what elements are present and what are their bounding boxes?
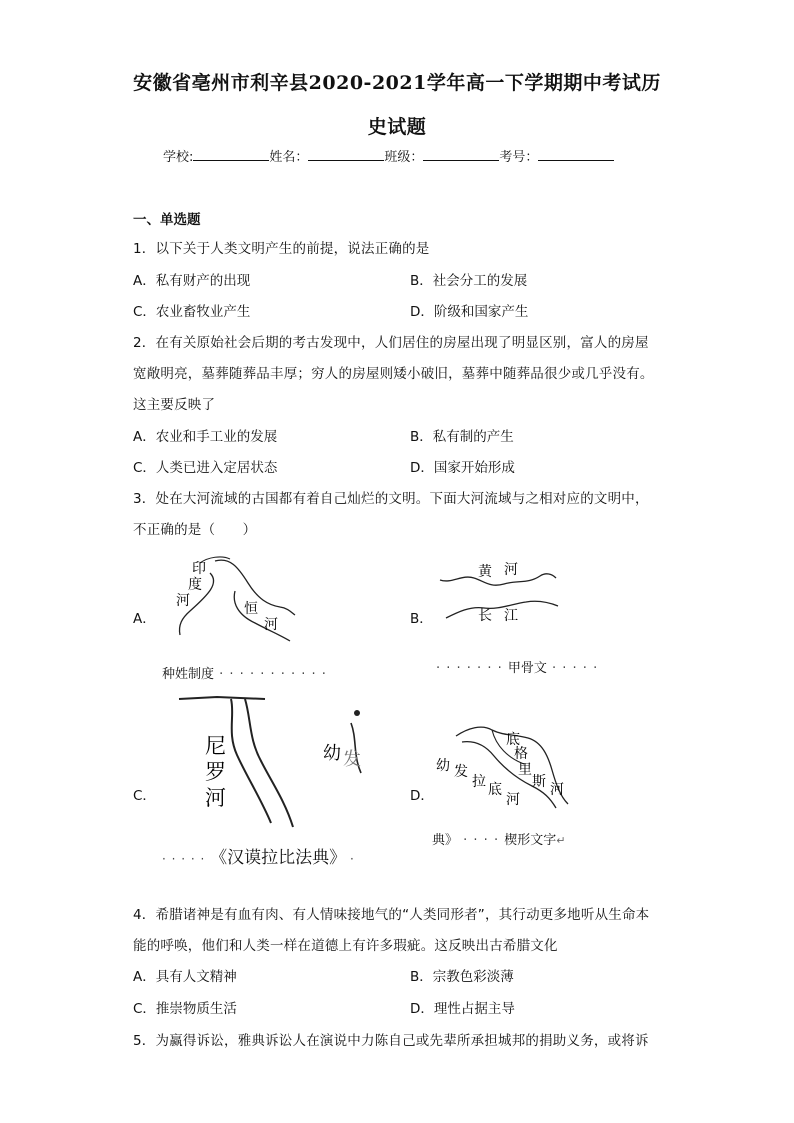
school-label: 学校:	[163, 150, 194, 165]
student-info	[163, 146, 614, 165]
map-d-label-you: 幼	[436, 758, 450, 774]
question-1-stem: 1．以下关于人类文明产生的前提，说法正确的是	[133, 241, 430, 257]
q3-option-d[interactable]: D．	[410, 788, 434, 804]
map-b-label-jiang: 江	[504, 608, 518, 624]
question-3-stem: 3．处在大河流域的古国都有着自己灿烂的文明。下面大河流域与之相对应的文明中，	[133, 491, 649, 507]
q3-option-a[interactable]: A．	[133, 611, 156, 627]
map-c-label-he: 河	[205, 786, 226, 810]
map-d-label-he2: 河	[506, 792, 520, 808]
q2-option-d[interactable]: D．国家开始形成	[410, 460, 515, 476]
question-4-stem-line2: 能的呼唤，他们和人类一样在道德上有许多瑕疵。这反映出古希腊文化	[133, 938, 558, 954]
map-c-caption: · · · · · 《汉谟拉比法典》 ·	[162, 848, 354, 868]
map-d-label-si: 斯	[532, 774, 546, 790]
question-5-stem: 5．为赢得诉讼，雅典诉讼人在演说中力陈自己或先辈所承担城邦的捐助义务，或将诉	[133, 1033, 649, 1049]
map-b-label-he: 河	[504, 562, 518, 578]
question-3-stem-line2: 不正确的是（ ）	[133, 522, 257, 538]
q4-option-c[interactable]: C．推崇物质生活	[133, 1001, 237, 1017]
map-d-label-di2: 底	[488, 782, 502, 798]
map-c-label-fa: 发	[343, 749, 361, 770]
map-c-nile	[175, 693, 365, 841]
map-c-label-ni: 尼	[205, 734, 226, 758]
page-title: 安徽省亳州市利辛县2020-2021学年高一下学期期中考试历	[133, 72, 661, 94]
map-a-label-yin: 印	[192, 561, 206, 577]
q2-option-b[interactable]: B．私有制的产生	[410, 429, 514, 445]
question-2-stem-line2: 宽敞明亮，墓葬随葬品丰厚；穷人的房屋则矮小破旧，墓葬中随葬品很少或几乎没有。	[133, 366, 654, 382]
map-a-label-du: 度	[188, 577, 202, 593]
q1-option-d[interactable]: D．阶级和国家产生	[410, 304, 529, 320]
map-a-label-he: 河	[176, 593, 190, 609]
map-a-caption: 种姓制度 · · · · · · · · · · ·	[162, 667, 327, 682]
class-label: 班级：	[384, 150, 424, 165]
map-b-label-chang: 长	[478, 608, 492, 624]
q4-option-b[interactable]: B．宗教色彩淡薄	[410, 969, 514, 985]
q3-option-c[interactable]: C．	[133, 788, 156, 804]
map-b-yellow-yangtze	[432, 556, 562, 626]
map-d-tigris-euphrates	[432, 712, 572, 812]
q2-option-a[interactable]: A．农业和手工业的发展	[133, 429, 278, 445]
q4-option-d[interactable]: D．理性占据主导	[410, 1001, 515, 1017]
question-4-stem: 4．希腊诸神是有血有肉、有人情味接地气的“人类同形者”，其行动更多地听从生命本	[133, 907, 650, 923]
name-label: 姓名：	[269, 150, 309, 165]
question-2-stem: 2．在有关原始社会后期的考古发现中，人们居住的房屋出现了明显区别，富人的房屋	[133, 335, 649, 351]
name-blank[interactable]	[308, 147, 384, 161]
q1-option-b[interactable]: B．社会分工的发展	[410, 273, 528, 289]
map-a-label-he2: 河	[264, 617, 278, 633]
school-blank[interactable]	[193, 147, 269, 161]
map-b-caption: · · · · · · · 甲骨文 · · · · ·	[436, 661, 599, 676]
q3-option-b[interactable]: B．	[410, 611, 433, 627]
map-d-label-he: 河	[550, 782, 564, 798]
question-2-stem-line3: 这主要反映了	[133, 397, 216, 413]
map-a-label-heng: 恒	[244, 601, 258, 617]
q1-option-a[interactable]: A．私有财产的出现	[133, 273, 251, 289]
q1-option-c[interactable]: C．农业畜牧业产生	[133, 304, 251, 320]
map-d-label-la: 拉	[472, 774, 486, 790]
q2-option-c[interactable]: C．人类已进入定居状态	[133, 460, 278, 476]
map-d-caption: 典》 · · · · 楔形文字↵	[432, 833, 566, 848]
class-blank[interactable]	[423, 147, 499, 161]
map-d-label-li: 里	[518, 762, 532, 778]
map-d-label-ge: 格	[514, 746, 528, 762]
number-label: 考号：	[499, 150, 539, 165]
map-c-label-luo: 罗	[205, 760, 226, 784]
map-a-indus-ganges	[160, 553, 300, 643]
map-c-label-you: 幼	[323, 743, 341, 764]
map-d-label-di: 底	[506, 732, 520, 748]
map-b-label-huang: 黄	[478, 564, 492, 580]
map-d-label-fa: 发	[454, 764, 468, 780]
section-heading: 一、单选题	[133, 212, 201, 228]
number-blank[interactable]	[538, 147, 614, 161]
page-title-continued: 史试题	[367, 116, 427, 138]
q4-option-a[interactable]: A．具有人文精神	[133, 969, 237, 985]
